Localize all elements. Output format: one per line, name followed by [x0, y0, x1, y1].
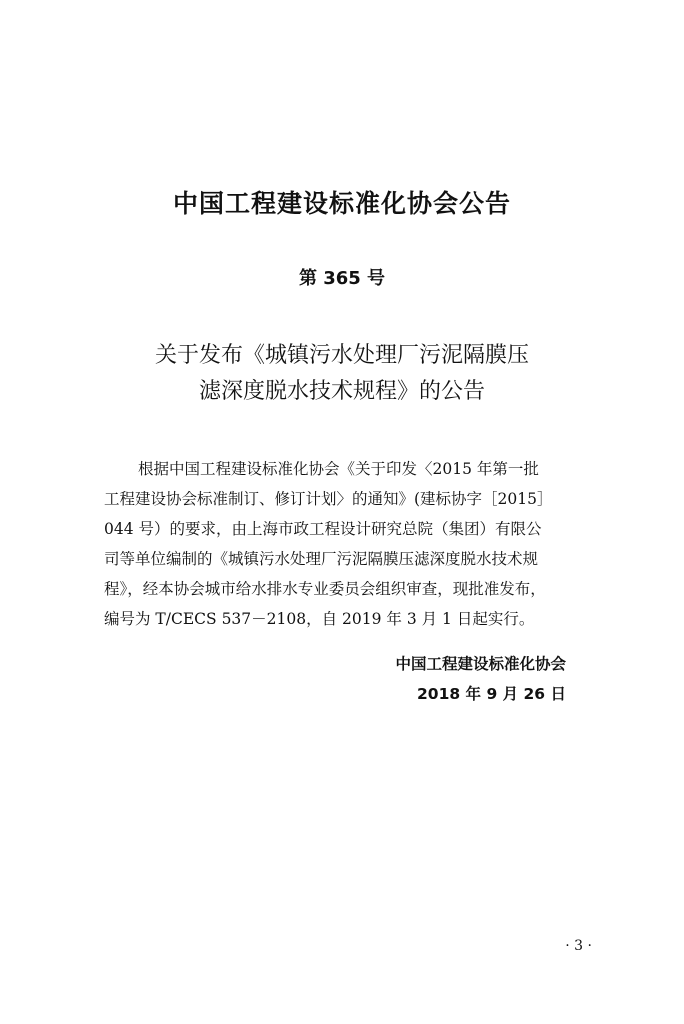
body-line-5: 程》，经本协会城市给水排水专业委员会组织审查，现批准发布， [104, 580, 546, 598]
body-line-6: 编号为 T/CECS 537－2108，自 2019 年 3 月 1 日起实行。 [104, 610, 535, 628]
body-line-4: 司等单位编制的《城镇污水处理厂污泥隔膜压滤深度脱水技术规 [104, 550, 539, 568]
signature-organization: 中国工程建设标准化协会 [395, 655, 566, 673]
announcement-subject-line-1: 关于发布《城镇污水处理厂污泥隔膜压 [154, 343, 529, 368]
page-number: · 3 · [565, 938, 592, 954]
announcement-subject-line-2: 滤深度脱水技术规程》的公告 [198, 379, 485, 404]
announcement-number: 第 365 号 [298, 268, 386, 289]
signature-date: 2018 年 9 月 26 日 [417, 685, 566, 703]
body-line-2: 工程建设协会标准制订、修订计划〉的通知》(建标协字［2015］ [104, 490, 553, 508]
body-line-3: 044 号）的要求，由上海市政工程设计研究总院（集团）有限公 [104, 520, 542, 538]
body-line-1: 根据中国工程建设标准化协会《关于印发〈2015 年第一批 [138, 460, 539, 478]
announcement-title: 中国工程建设标准化协会公告 [172, 189, 511, 218]
